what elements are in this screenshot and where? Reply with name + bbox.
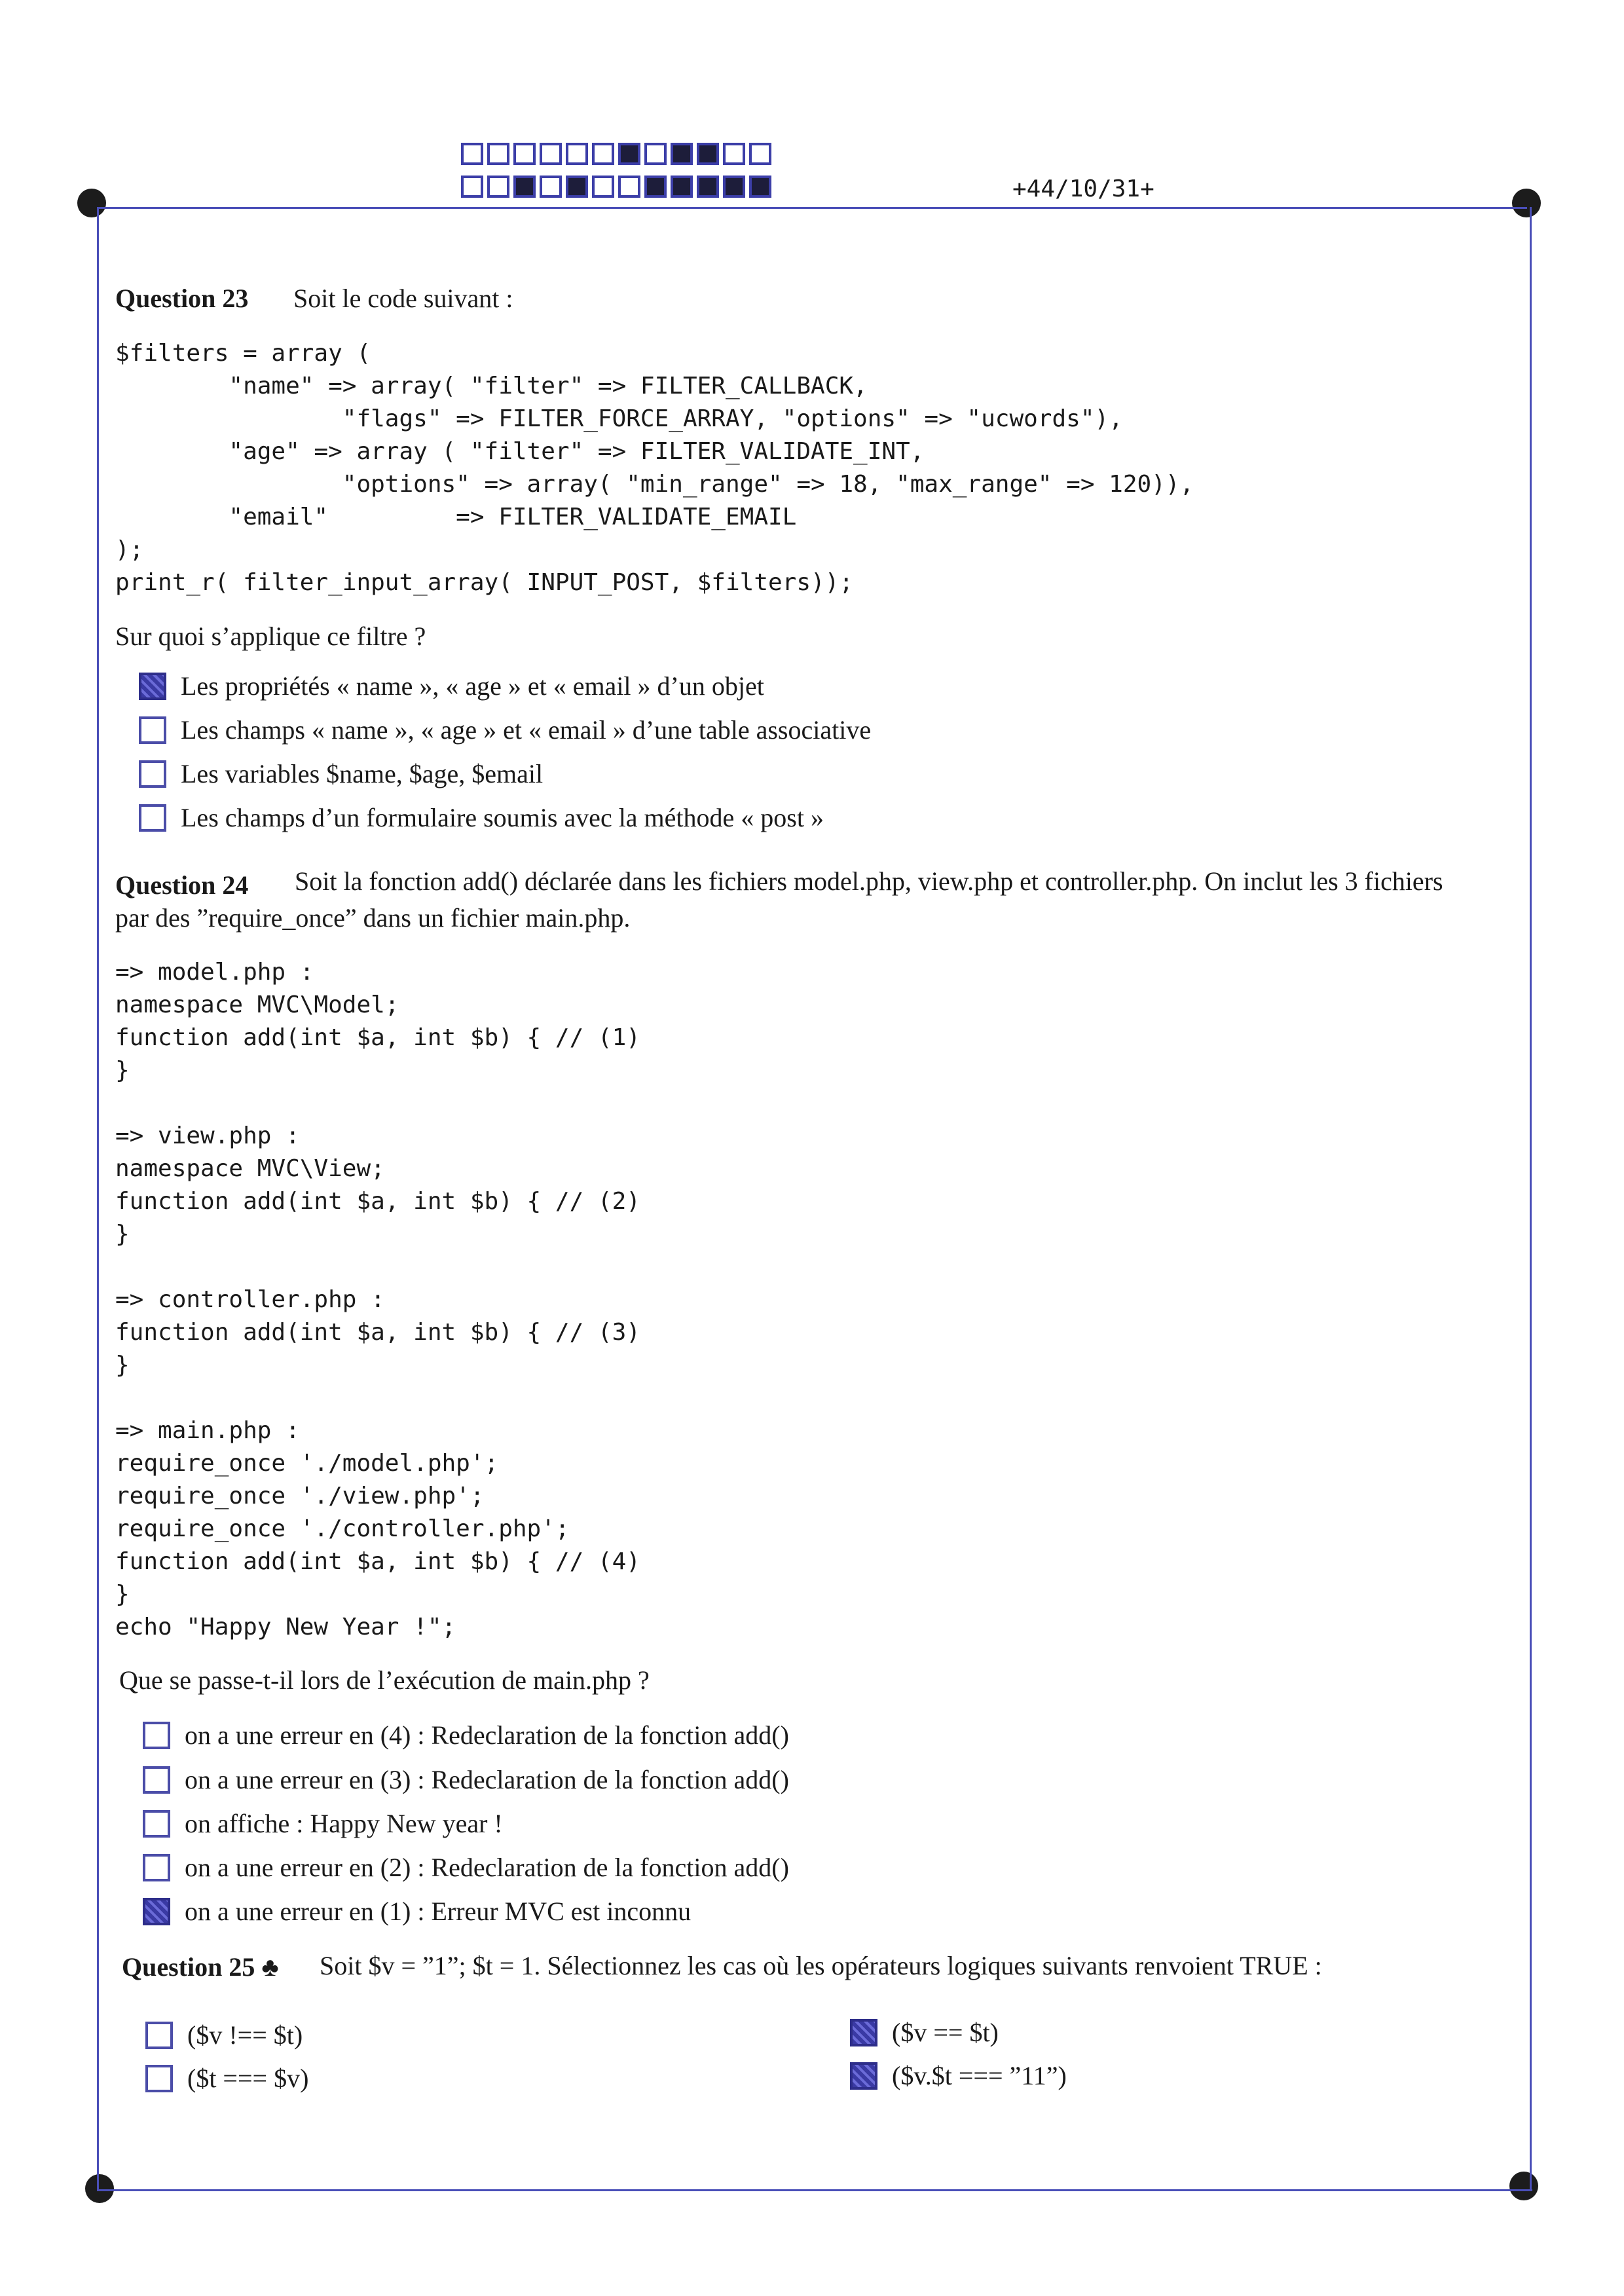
q24-intro-line-2: par des ”require_once” dans un fichier main.php.: [115, 903, 631, 933]
q23-answer-4[interactable]: [139, 802, 824, 833]
q23-answer-4-label: Les champs d’un formulaire soumis avec la méthode « post »: [181, 803, 824, 832]
page-code-cell: [487, 176, 509, 198]
page-code-cell: [566, 143, 588, 165]
q25-answer-4[interactable]: [850, 2060, 1067, 2091]
q23-answer-2-checkbox[interactable]: [139, 716, 166, 744]
q23-title: Question 23: [115, 284, 249, 313]
q23-answer-2[interactable]: [139, 714, 871, 745]
q23-answer-3-label: Les variables $name, $age, $email: [181, 759, 544, 788]
q24-answer-5-label: on a une erreur en (1) : Erreur MVC est inconnu: [185, 1897, 692, 1926]
registration-dot-bottom-left: [85, 2174, 114, 2203]
page-code-cell: [618, 143, 640, 165]
q25-answer-4-label: ($v.$t === ”11”): [892, 2061, 1067, 2090]
q24-answer-3[interactable]: [143, 1808, 503, 1839]
q25-answer-1[interactable]: [145, 2020, 303, 2050]
q24-answer-2[interactable]: [143, 1764, 789, 1795]
page-code-cell: [749, 143, 771, 165]
q23-prompt: Sur quoi s’applique ce filtre ?: [115, 621, 426, 651]
page-code-row-2: [461, 176, 771, 198]
q25-title-text: Question 25: [122, 1952, 255, 1982]
q25-answer-4-checkbox[interactable]: [850, 2062, 877, 2090]
q25-answer-1-checkbox[interactable]: [145, 2022, 173, 2049]
q25-answer-3-label: ($t === $v): [187, 2064, 309, 2093]
q24-answer-1-label: on a une erreur en (4) : Redeclaration de la fonction add(): [185, 1720, 789, 1750]
q23-code: $filters = array ( "name" => array( "filter" => FILTER_CALLBACK, "flags" => FILTER_FORCE_ARRAY, "options" => "ucwords"), "age" => array ( "filter" => FILTER_VALIDATE_INT, "options" => array( "min_range" => 18, "max_range" => 120)), "email" => FILTER_VALIDATE_EMAIL ); print_r( filter_input_array( INPUT_POST, $filters));: [115, 340, 1194, 596]
q24-answer-2-label: on a une erreur en (3) : Redeclaration de la fonction add(): [185, 1765, 789, 1794]
q25-answer-3[interactable]: [145, 2063, 308, 2094]
q23-intro: Soit le code suivant :: [293, 284, 513, 313]
q23-answer-3-checkbox[interactable]: [139, 760, 166, 788]
q24-title: Question 24: [115, 870, 249, 900]
q24-answer-3-label: on affiche : Happy New year !: [185, 1809, 503, 1838]
page-code-cell: [592, 143, 614, 165]
page-code-cell: [513, 176, 536, 198]
q24-answer-3-checkbox[interactable]: [143, 1810, 170, 1838]
q25-answer-2-label: ($v == $t): [892, 2018, 999, 2047]
page-code-cell: [644, 176, 667, 198]
q24-answer-2-checkbox[interactable]: [143, 1766, 170, 1794]
page-code-cell: [487, 143, 509, 165]
q23-answer-1[interactable]: [139, 671, 764, 701]
q23-answer-1-checkbox[interactable]: [139, 673, 166, 700]
registration-dot-top-right: [1512, 189, 1541, 217]
q24-intro-line-1: Soit la fonction add() déclarée dans les fichiers model.php, view.php et controller.php. On inclut les 3 fichiers: [295, 866, 1443, 896]
page-code-cell: [671, 143, 693, 165]
q24-answer-1-checkbox[interactable]: [143, 1722, 170, 1749]
q24-answer-5[interactable]: [143, 1896, 691, 1927]
registration-dot-bottom-right: [1509, 2172, 1538, 2200]
q25-answer-2[interactable]: [850, 2017, 999, 2048]
page-code-cell: [461, 176, 483, 198]
q24-answer-4-label: on a une erreur en (2) : Redeclaration de la fonction add(): [185, 1853, 789, 1882]
q25-answer-1-label: ($v !== $t): [187, 2020, 303, 2050]
page-code-cell: [723, 143, 745, 165]
q24-answer-5-checkbox[interactable]: [143, 1898, 170, 1925]
q25-title: [122, 1952, 279, 1982]
page-code-cell: [697, 143, 719, 165]
q23-answer-4-checkbox[interactable]: [139, 804, 166, 832]
q23-answer-2-label: Les champs « name », « age » et « email » d’une table associative: [181, 715, 872, 745]
q24-prompt: Que se passe-t-il lors de l’exécution de main.php ?: [119, 1665, 650, 1695]
page-code-cell: [618, 176, 640, 198]
q24-code: => model.php : namespace MVC\Model; function add(int $a, int $b) { // (1) } => view.php : namespace MVC\View; function add(int $a, int $b) { // (2) } => controller.php : function add(int $a, int $b) { // (3) } => main.php : require_once './model.php'; require_once './view.php'; require_once './controller.php'; function add(int $a, int $b) { // (4) } echo "Happy New Year !";: [115, 959, 640, 1640]
page-code-row-1: [461, 143, 771, 165]
page-code-cell: [461, 143, 483, 165]
q25-answer-3-checkbox[interactable]: [145, 2065, 173, 2092]
page-code-cell: [697, 176, 719, 198]
frame-bottom-line: [97, 2189, 1532, 2191]
page-code-cell: [644, 143, 667, 165]
page-code-cell: [513, 143, 536, 165]
page-id: +44/10/31+: [1012, 176, 1154, 202]
page-code-cell: [749, 176, 771, 198]
frame-left-line: [97, 207, 99, 2189]
registration-dot-top-left: [77, 189, 106, 217]
page-code-cell: [540, 176, 562, 198]
page-code-cell: [723, 176, 745, 198]
q23-answer-1-label: Les propriétés « name », « age » et « email » d’un objet: [181, 671, 764, 701]
frame-top-line: [97, 207, 1527, 209]
frame-right-line: [1530, 207, 1532, 2189]
page-code-cell: [671, 176, 693, 198]
q24-answer-4[interactable]: [143, 1852, 789, 1883]
page-code-cell: [540, 143, 562, 165]
club-icon: ♣: [261, 1952, 279, 1982]
q25-intro: Soit $v = ”1”; $t = 1. Sélectionnez les cas où les opérateurs logiques suivants renvoient TRUE :: [320, 1951, 1322, 1980]
page-code-cell: [592, 176, 614, 198]
page-code-cell: [566, 176, 588, 198]
q24-answer-4-checkbox[interactable]: [143, 1854, 170, 1881]
q25-answer-2-checkbox[interactable]: [850, 2019, 877, 2046]
q23-answer-3[interactable]: [139, 758, 543, 789]
q24-answer-1[interactable]: [143, 1720, 789, 1750]
